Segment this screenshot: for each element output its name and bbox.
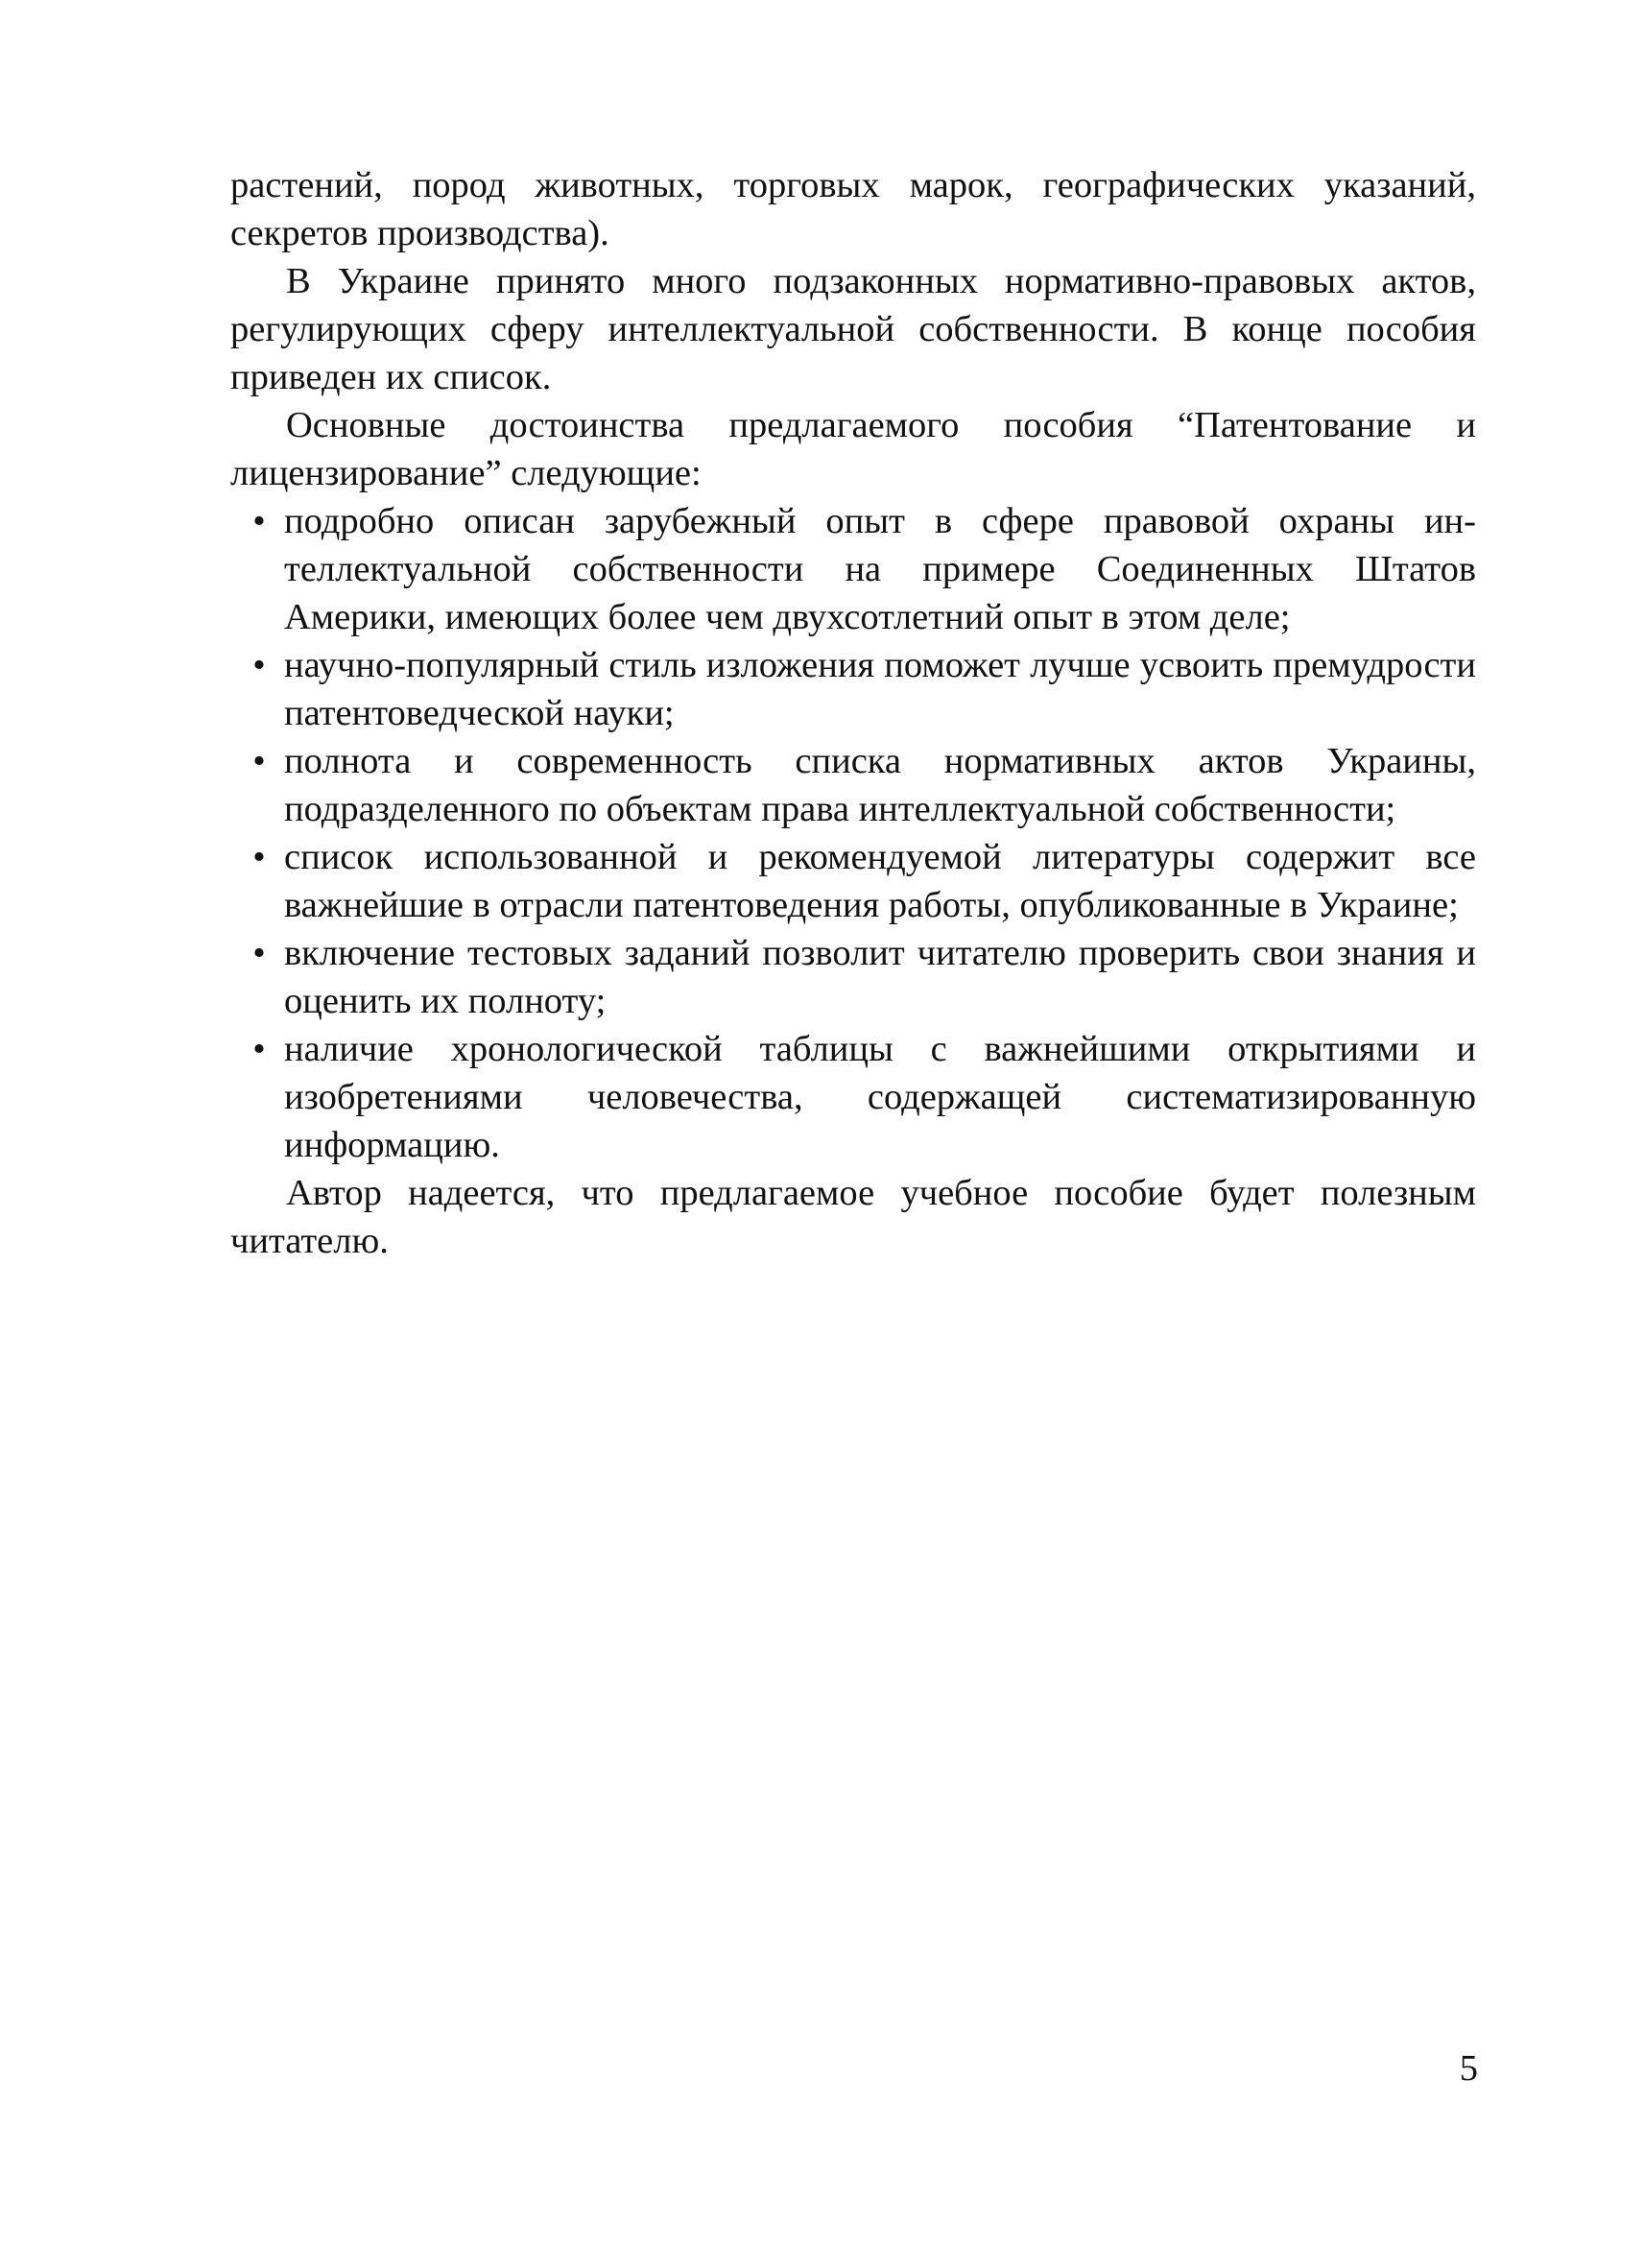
bullet-icon: • xyxy=(252,501,266,541)
list-item xyxy=(230,833,1476,929)
bullet-icon: • xyxy=(252,741,266,781)
bullet-icon: • xyxy=(252,645,266,685)
list-item-text: научно-популярный стиль изложения поможет лучше усвоить премудрости патентоведческой науки; xyxy=(284,645,1476,733)
list-item-text: включение тестовых заданий позволит читателю проверить свои знания и оценить их полноту; xyxy=(284,933,1476,1021)
main-text xyxy=(230,161,1476,1265)
paragraph-ukraine-acts: В Украине принято много подзаконных нормативно-правовых актов, регулирующих сферу интеллектуальной собственности. В конце пособия приведен их список. xyxy=(230,261,1476,397)
list-item xyxy=(230,1025,1476,1169)
paragraph-advantages-intro: Основные достоинства предлагаемого пособия “Патентование и лицензирование” следующие: xyxy=(230,405,1476,493)
list-item xyxy=(230,641,1476,737)
list-item-text: полнота и современность списка нормативных актов Украины, подразделенного по объектам права интеллектуальной собственности; xyxy=(284,741,1476,829)
bullet-icon: • xyxy=(252,1029,266,1069)
list-item-text: список использованной и рекомендуемой литературы содержит все важнейшие в отрасли патентоведения работы, опубликованные в Украине; xyxy=(284,837,1476,925)
list-item xyxy=(230,737,1476,833)
list-item xyxy=(230,929,1476,1025)
bullet-icon: • xyxy=(252,837,266,877)
list-item-text: наличие хронологической таблицы с важнейшими открытиями и изобретениями человечества, содержащей систематизированную информацию. xyxy=(284,1029,1476,1165)
bullet-icon: • xyxy=(252,933,266,973)
page-number: 5 xyxy=(1459,2048,1478,2089)
list-item-text: подробно описан зарубежный опыт в сфере правовой охраны интеллектуальной собственности на примере Соединенных Штатов Америки, имеющих более чем двухсотлетний опыт в этом деле; xyxy=(284,501,1476,637)
advantages-list xyxy=(230,497,1476,1169)
list-item xyxy=(230,497,1476,641)
paragraph-author-hope: Автор надеется, что предлагаемое учебное пособие будет полезным читателю. xyxy=(230,1173,1476,1261)
paragraph-continuation: растений, пород животных, торговых марок, географических указаний, секретов производства). xyxy=(230,165,1476,253)
